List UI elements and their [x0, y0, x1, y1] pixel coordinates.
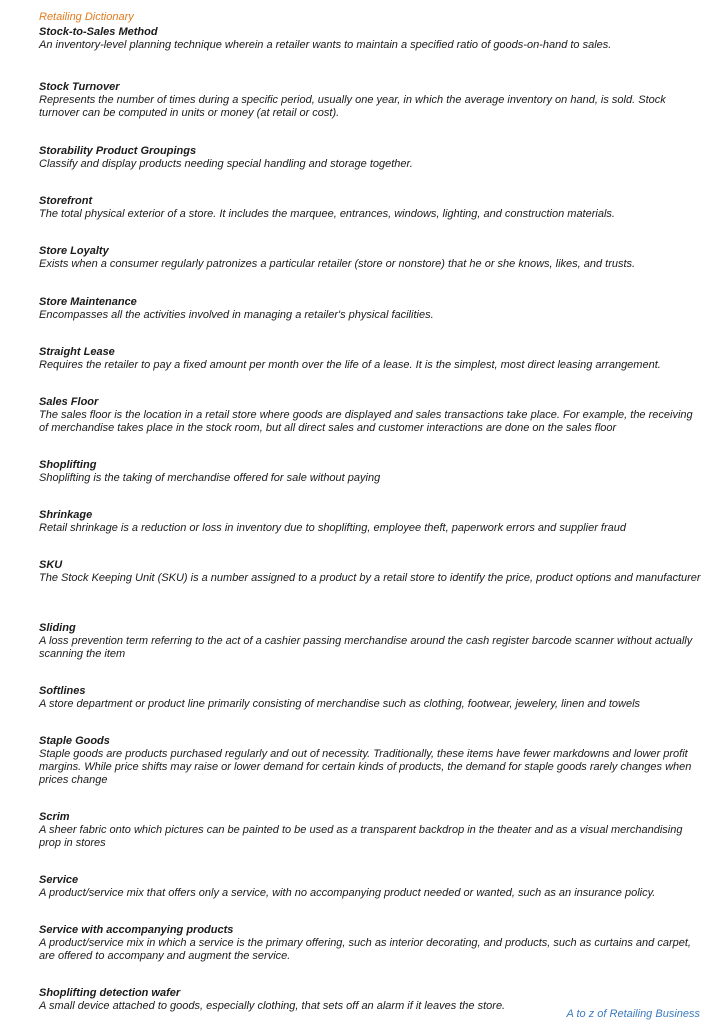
entry-definition: An inventory-level planning technique wherein a retailer wants to maintain a specified ratio of goods-on-hand to sales.	[39, 39, 612, 51]
entry-term: Staple Goods	[39, 735, 110, 747]
dictionary-entries	[39, 26, 704, 1015]
entry-definition: A sheer fabric onto which pictures can be painted to be used as a transparent backdrop in the theater and as a visual merchandising prop in stores	[39, 824, 683, 849]
entry-definition: Staple goods are products purchased regularly and out of necessity. Traditionally, these items have fewer markdowns and lower profit margins. While price shifts may raise or lower demand for certain kinds of products, the demand for staple goods rarely changes when prices change	[39, 748, 692, 786]
entry-term: Shoplifting detection wafer	[39, 987, 181, 999]
entry-definition: A store department or product line primarily consisting of merchandise such as clothing, footwear, jewelery, linen and towels	[39, 698, 641, 710]
entry-definition: The Stock Keeping Unit (SKU) is a number assigned to a product by a retail store to identify the price, product options and manufacturer	[39, 572, 701, 584]
entry	[39, 559, 704, 622]
entry-definition: A product/service mix in which a service is the primary offering, such as interior decorating, and products, such as curtains and carpet, are offered to accompany and augment the service.	[39, 937, 691, 962]
entry-term: Straight Lease	[39, 346, 115, 358]
entry-term: Service	[39, 874, 79, 886]
entry	[39, 735, 704, 811]
entry-term: Stock-to-Sales Method	[39, 26, 158, 38]
entry	[39, 145, 704, 195]
entry-term: Storability Product Groupings	[39, 145, 197, 157]
entry-definition: Retail shrinkage is a reduction or loss in inventory due to shoplifting, employee theft, paperwork errors and supplier fraud	[39, 522, 626, 534]
entry	[39, 296, 704, 346]
entry-term: Sliding	[39, 622, 76, 634]
entry	[39, 346, 704, 396]
entry	[39, 26, 704, 81]
entry-definition: Represents the number of times during a specific period, usually one year, in which the average inventory on hand, is sold. Stock turnover can be computed in units or money (at retail or cost).	[39, 94, 666, 119]
entry	[39, 396, 704, 459]
entry-term: Sales Floor	[39, 396, 99, 408]
entry-definition: A product/service mix that offers only a service, with no accompanying product needed or wanted, such as an insurance policy.	[39, 887, 656, 899]
document-footer: A to z of Retailing Business	[566, 1008, 700, 1020]
entry-definition: Requires the retailer to pay a fixed amount per month over the life of a lease. It is the simplest, most direct leasing arrangement.	[39, 359, 661, 371]
entry-definition: Shoplifting is the taking of merchandise offered for sale without paying	[39, 472, 381, 484]
entry-definition: Encompasses all the activities involved in managing a retailer's physical facilities.	[39, 309, 434, 321]
entry-term: SKU	[39, 559, 63, 571]
entry-term: Softlines	[39, 685, 86, 697]
entry	[39, 459, 704, 509]
entry-term: Shoplifting	[39, 459, 97, 471]
entry-definition: Exists when a consumer regularly patronizes a particular retailer (store or nonstore) that he or she knows, likes, and trusts.	[39, 258, 636, 270]
entry	[39, 622, 704, 685]
entry	[39, 924, 704, 987]
entry-term: Shrinkage	[39, 509, 93, 521]
entry-definition: The sales floor is the location in a retail store where goods are displayed and sales transactions take place. For example, the receiving of merchandise takes place in the stock room, but all direct sales and customer interactions are done on the sales floor	[39, 409, 693, 434]
entry-term: Service with accompanying products	[39, 924, 234, 936]
entry	[39, 685, 704, 735]
entry	[39, 81, 704, 145]
entry-definition: Classify and display products needing special handling and storage together.	[39, 158, 413, 170]
entry-definition: A loss prevention term referring to the act of a cashier passing merchandise around the cash register barcode scanner without actually scanning the item	[39, 635, 693, 660]
entry-term: Stock Turnover	[39, 81, 120, 93]
entry-term: Store Maintenance	[39, 296, 137, 308]
entry-term: Storefront	[39, 195, 93, 207]
entry-term: Scrim	[39, 811, 70, 823]
entry	[39, 811, 704, 874]
entry	[39, 245, 704, 296]
entry-term: Store Loyalty	[39, 245, 109, 257]
entry	[39, 195, 704, 245]
document-header: Retailing Dictionary	[39, 11, 134, 23]
entry-definition: The total physical exterior of a store. It includes the marquee, entrances, windows, lighting, and construction materials.	[39, 208, 615, 220]
entry-definition: A small device attached to goods, especially clothing, that sets off an alarm if it leaves the store.	[39, 1000, 506, 1012]
entry	[39, 874, 704, 924]
entry	[39, 509, 704, 559]
